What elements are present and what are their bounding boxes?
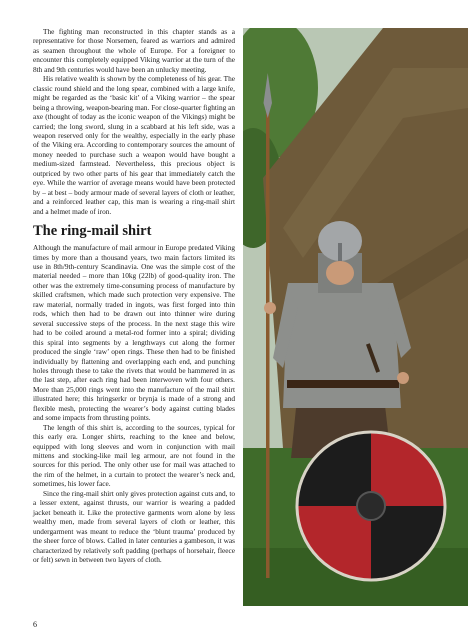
paragraph-intro: The fighting man reconstructed in this chapter stands as a representative for those Norsemen, feared as warriors and admired as seamen throughout the whole of Europe. For a foreigner to encounter this completely equipped Viking warrior at the turn of the 8th and 9th centuries would have been an unlucky meeting. [33,27,235,74]
article-column [33,27,235,564]
paragraph-padding: Since the ring-mail shirt only gives protection against cuts and, to a lesser extent, against thrusts, our warrior is wearing a padded jacket beneath it. Like the protective garments worn alone by less wealthy men, made from several layers of cloth or leather, this undergarment was meant to reduce the ‘blunt trauma’ produced by the sheer force of blows. Called in later centuries a gambeson, it was characterized by relatively soft padding (perhaps of horsehair, fleece or felt) sewn in between two layers of cloth. [33,488,235,565]
mail-shirt [283,283,401,408]
warrior-photo [243,28,468,606]
page-number: 6 [33,620,37,629]
paragraph-manufacture: Although the manufacture of mail armour in Europe predated Viking times by more than a thousand years, two main factors limited its use in 8th/9th-century Scandinavia. One was the simple cost of the material needed – more than 10kg (22lb) of good-quality iron. The other was the extremely time-consuming process of manufacture by skilled craftsmen, which made such protection very expensive. The raw material, normally traded in ingots, was first forged into thin rods, which then had to be drawn out into thinner wire during several successive steps of the process. In the next stage this wire had to be coiled around a metal-rod former into a spiral; dividing this spiral into segments by a lengthways cut along the former produced the single ‘raw’ open rings. These then had to be finished individually by flattening and overlapping each end, and punching holes through these to take the rivets that would be hammered in as the last step, after each ring had been interwoven with four others. More than 25,000 rings went into the manufacture of the mail shirt illustrated here; this hringserkr or brynja is made of a strong and flexible mesh, protecting the wearer’s body against cutting blades and some impacts from thrusting points. [33,243,235,423]
paragraph-gear: His relative wealth is shown by the completeness of his gear. The classic round shield and the long spear, combined with a large knife, might be regarded as the ‘basic kit’ of a Viking warrior – the spear being a throwing, weapon-bearing man. For close-quarter fighting an axe (thought of today as the iconic weapon of the Vikings) might be carried; the long sword, slung in a scabbard at his left side, was a weapon reserved only for the wealthy, especially in the early phase of the Viking era. According to contemporary sources the amount of money needed to purchase such a weapon would have bought a medium-sized farmstead. Nevertheless, this precious object is outpriced by two other parts of his gear that immediately catch the eye. While the warrior of average means would have been protected by – at best – body armour made of several layers of cloth or leather, and a reinforced leather cap, this man is wearing a ring-mail shirt and a helmet made of iron. [33,74,235,216]
round-shield [297,432,445,580]
section-heading: The ring-mail shirt [33,223,152,240]
paragraph-length: The length of this shirt is, according to the sources, typical for this early era. Longer shirts, reaching to the knee and below, equipped with long sleeves and worn in conjunction with mail mittens and stocking-like mail leg armour, are not found in the sources for this period. The only other use for mail was attached to the rim of the helmet, in a curtain to protect the wearer’s neck and, sometimes, his lower face. [33,422,235,489]
spear [266,98,270,578]
